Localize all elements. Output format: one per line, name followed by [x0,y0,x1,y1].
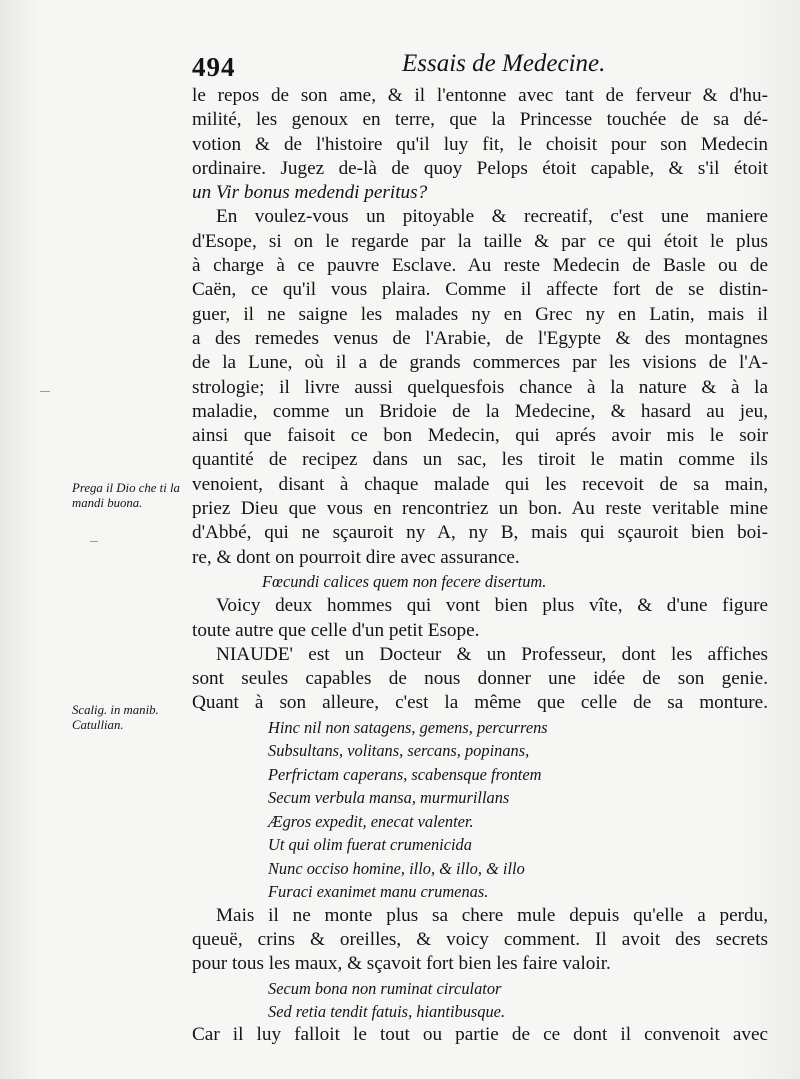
page-header [192,50,772,84]
text-line: Voicy deux hommes qui vont bien plus vîte, & d'une figure [216,595,768,617]
text-line: NIAUDE' est un Docteur & un Professeur, dont les affiches [216,643,768,665]
text-line: d'Abbé, qui ne sçauroit ny A, ny B, mais qui sçauroit bien boi- [192,522,768,544]
text-line: Mais il ne monte plus sa chere mule depuis qu'elle a perdu, [216,904,768,926]
text-line: ordinaire. Jugez de-là de quoy Pelops étoit capable, & s'il étoit [192,157,768,179]
verse-line: Ut qui olim fuerat crumenicida [268,835,472,855]
text-line: toute autre que celle d'un petit Esope. [192,619,480,641]
text-line: de la Lune, où il a de grands commerces par les visions de l'A- [192,352,768,374]
text-line: pour tous les maux, & sçavoit fort bien les faire valoir. [192,953,611,975]
text-line: Quant à son alleure, c'est la même que celle de sa monture. [192,692,768,714]
margin-dash [40,391,50,392]
text-line: Car il luy falloit le tout ou partie de ce dont il convenoit avec [192,1023,768,1045]
text-line: queuë, crins & oreilles, & voicy comment. Il avoit des secrets [192,929,768,951]
text-line: sont seules capables de nous donner une idée de son genie. [192,668,768,690]
text-line: à charge à ce pauvre Esclave. Au reste Medecin de Basle ou de [192,255,768,277]
text-line: un Vir bonus medendi peritus? [192,182,428,204]
verse-line: Furaci exanimet manu crumenas. [268,882,489,902]
text-line: Caën, ce qu'il vous plaira. Comme il affecte fort de se distin- [192,279,768,301]
text-line: a des remedes venus de l'Arabie, de l'Egypte & des montagnes [192,327,768,349]
text-line: ainsi que faisoit ce bon Medecin, qui aprés avoir mis le soir [192,425,768,447]
text-line: le repos de son ame, & il l'entonne avec tant de ferveur & d'hu- [192,85,768,106]
margin-note-prega: Prega il Dio che ti la mandi buona. [72,481,180,510]
text-line: milité, les genoux en terre, que la Princesse touchée de sa dé- [192,109,768,131]
verse-line: Secum bona non ruminat circulator [268,978,502,998]
text-line: votion & de l'histoire qu'il luy fit, le choisit pour son Medecin [192,133,768,155]
text-line: d'Esope, si on le regarde par la taille & par ce qui étoit le plus [192,230,768,252]
verse-line: Ægros expedit, enecat valenter. [268,811,474,831]
verse-line: Nunc occiso homine, illo, & illo, & illo [268,858,525,878]
verse-line: Secum verbula mansa, murmurillans [268,788,510,808]
text-line: re, & dont on pourroit dire avec assurance. [192,546,520,568]
body-text [192,84,768,1047]
text-line: maladie, comme un Bridoie de la Medecine, & hasard au jeu, [192,400,768,422]
text-line: strologie; il livre aussi quelquesfois chance à la nature & à la [192,376,768,398]
verse-line: Subsultans, volitans, sercans, popinans, [268,741,530,761]
text-line: venoient, disant à chaque malade qui les recevoit de sa main, [192,473,768,495]
running-title: Essais de Medecine. [402,50,606,77]
text-line: guer, il ne saigne les malades ny en Grec ny en Latin, mais il [192,303,768,325]
text-line: quantité de recipez dans un sac, les tiroit le matin comme ils [192,449,768,471]
verse-line: Fœcundi calices quem non fecere disertum. [262,571,547,591]
margin-dash [90,541,98,542]
text-line: En voulez-vous un pitoyable & recreatif, c'est une maniere [216,206,768,228]
verse-line: Perfrictam caperans, scabensque frontem [268,764,542,784]
verse-line: Hinc nil non satagens, gemens, percurrens [268,717,548,737]
margin-note-scalig: Scalig. in manib. Catullian. [72,703,159,732]
text-line: priez Dieu que vous en rencontriez un bon. Au reste veritable mine [192,498,768,520]
verse-line: Sed retia tendit fatuis, hiantibusque. [268,1001,506,1021]
page-number: 494 [192,52,236,82]
